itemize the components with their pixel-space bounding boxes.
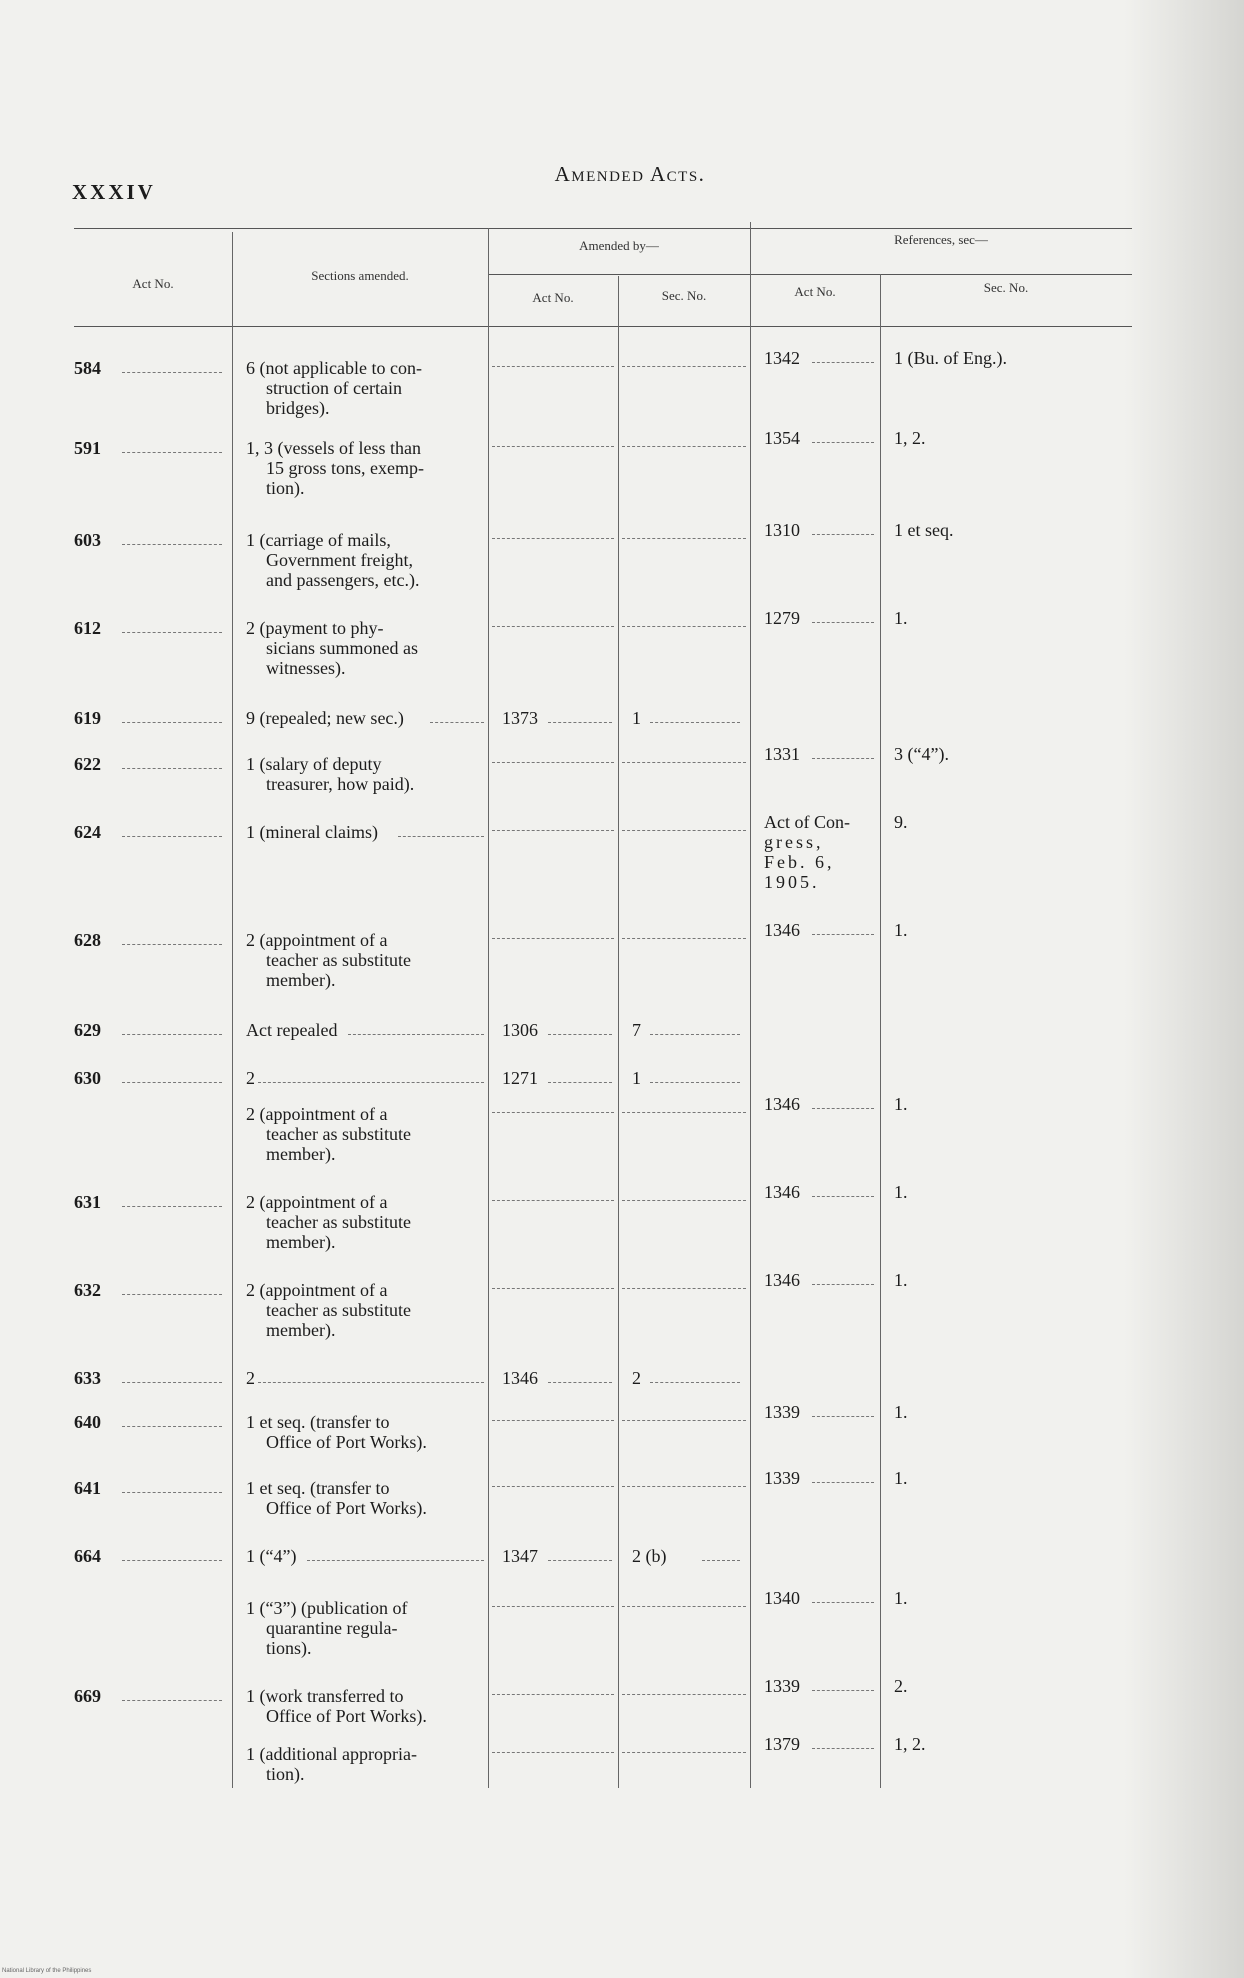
sections-amended-line: Office of Port Works).	[266, 1498, 427, 1518]
sections-amended	[246, 708, 478, 728]
leader-dots	[812, 934, 874, 935]
reference-sec-no: 2.	[894, 1676, 908, 1696]
sections-amended	[246, 754, 478, 794]
sections-amended-line: 1 (carriage of mails,	[246, 530, 391, 550]
leader-dots	[622, 762, 746, 763]
sections-amended-line: struction of certain	[266, 378, 402, 398]
leader-dots	[548, 1382, 612, 1383]
leader-dots	[492, 366, 614, 367]
sections-amended	[246, 618, 478, 678]
amended-by-sec-no: 1	[632, 708, 641, 728]
leader-dots	[492, 1486, 614, 1487]
leader-dots	[258, 1082, 484, 1083]
sections-amended-line: 9 (repealed; new sec.)	[246, 708, 404, 728]
leader-dots	[122, 944, 222, 945]
reference-act-no	[764, 1094, 878, 1114]
reference-act-no	[764, 428, 878, 448]
sections-amended-line: 2 (appointment of a	[246, 1280, 388, 1300]
reference-act-line: Act of Con-	[764, 812, 850, 832]
leader-dots	[622, 1694, 746, 1695]
leader-dots	[122, 372, 222, 373]
reference-sec-no: 9.	[894, 812, 908, 832]
sections-amended-line: teacher as substitute	[266, 1300, 411, 1320]
leader-dots	[122, 1082, 222, 1083]
page-number: XXXIV	[72, 180, 156, 204]
leader-dots	[122, 836, 222, 837]
reference-act-line: 1279	[764, 608, 800, 628]
sections-amended-line: 1 (salary of deputy	[246, 754, 382, 774]
sections-amended	[246, 1686, 478, 1726]
sections-amended-line: tion).	[266, 478, 305, 498]
reference-act-no	[764, 1402, 878, 1422]
leader-dots	[122, 1034, 222, 1035]
reference-sec-no: 1, 2.	[894, 1734, 926, 1754]
sections-amended-line: 1 (work transferred to	[246, 1686, 404, 1706]
reference-act-line: 1905.	[764, 872, 820, 892]
col-divider-3	[618, 276, 619, 1788]
act-number: 629	[74, 1020, 101, 1040]
act-number: 640	[74, 1412, 101, 1432]
leader-dots	[122, 1560, 222, 1561]
footer-credit: National Library of the Philippines	[2, 1968, 92, 1974]
reference-act-line: 1340	[764, 1588, 800, 1608]
sections-amended	[246, 1412, 478, 1452]
header-references: References, sec—	[894, 232, 988, 247]
sections-amended-line: 1 (mineral claims)	[246, 822, 378, 842]
sections-amended-line: 2	[246, 1368, 255, 1388]
sections-amended-line: treasurer, how paid).	[266, 774, 415, 794]
act-number: 619	[74, 708, 101, 728]
leader-dots	[548, 1560, 612, 1561]
leader-dots	[650, 1034, 740, 1035]
leader-dots	[492, 626, 614, 627]
amended-by-rule	[488, 274, 1132, 275]
reference-act-line: 1339	[764, 1468, 800, 1488]
leader-dots	[348, 1034, 484, 1035]
reference-sec-no: 1.	[894, 1468, 908, 1488]
reference-act-no	[764, 1270, 878, 1290]
leader-dots	[622, 1288, 746, 1289]
leader-dots	[492, 1200, 614, 1201]
reference-act-line: 1339	[764, 1402, 800, 1422]
act-number: 624	[74, 822, 101, 842]
act-number: 633	[74, 1368, 101, 1388]
reference-act-line: 1346	[764, 1182, 800, 1202]
reference-sec-no: 1 (Bu. of Eng.).	[894, 348, 1007, 368]
sections-amended-line: and passengers, etc.).	[266, 570, 420, 590]
leader-dots	[622, 1420, 746, 1421]
col-divider-2	[488, 228, 489, 1788]
sections-amended	[246, 530, 478, 590]
act-number: 664	[74, 1546, 101, 1566]
amended-by-act-no: 1347	[502, 1546, 538, 1566]
col-divider-5	[880, 274, 881, 1788]
leader-dots	[492, 1112, 614, 1113]
leader-dots	[812, 1482, 874, 1483]
reference-sec-no: 1.	[894, 608, 908, 628]
leader-dots	[122, 452, 222, 453]
reference-act-line: 1379	[764, 1734, 800, 1754]
reference-sec-no: 1, 2.	[894, 428, 926, 448]
sections-amended	[246, 930, 478, 990]
reference-act-no	[764, 1468, 878, 1488]
leader-dots	[812, 758, 874, 759]
leader-dots	[492, 1288, 614, 1289]
leader-dots	[122, 1382, 222, 1383]
leader-dots	[622, 830, 746, 831]
sections-amended-line: teacher as substitute	[266, 1124, 411, 1144]
reference-act-line: 1346	[764, 1270, 800, 1290]
header-sections-amended: Sections amended.	[311, 268, 409, 283]
sections-amended	[246, 1744, 478, 1784]
sections-amended-line: 2 (payment to phy-	[246, 618, 384, 638]
reference-sec-no: 1.	[894, 1402, 908, 1422]
reference-act-no	[764, 520, 878, 540]
sections-amended-line: 1 et seq. (transfer to	[246, 1478, 390, 1498]
leader-dots	[492, 938, 614, 939]
leader-dots	[622, 1606, 746, 1607]
reference-act-no	[764, 348, 878, 368]
reference-act-no	[764, 1676, 878, 1696]
reference-act-line: Feb. 6,	[764, 852, 835, 872]
leader-dots	[492, 1752, 614, 1753]
leader-dots	[812, 622, 874, 623]
header-amended-by: Amended by—	[579, 238, 659, 253]
leader-dots	[812, 362, 874, 363]
reference-act-line: 1346	[764, 1094, 800, 1114]
sections-amended	[246, 1478, 478, 1518]
sections-amended	[246, 1020, 478, 1040]
amended-by-act-no: 1346	[502, 1368, 538, 1388]
reference-act-no	[764, 744, 878, 764]
leader-dots	[622, 1752, 746, 1753]
leader-dots	[812, 1284, 874, 1285]
sections-amended-line: tions).	[266, 1638, 312, 1658]
reference-act-line: gress,	[764, 832, 824, 852]
leader-dots	[492, 1420, 614, 1421]
leader-dots	[548, 1082, 612, 1083]
sections-amended-line: member).	[266, 1144, 336, 1164]
leader-dots	[122, 1700, 222, 1701]
leader-dots	[622, 366, 746, 367]
sections-amended-line: 15 gross tons, exemp-	[266, 458, 424, 478]
leader-dots	[650, 1382, 740, 1383]
header-act-no: Act No.	[132, 276, 174, 291]
amended-by-sec-no: 2 (b)	[632, 1546, 667, 1566]
header-ref-act-no: Act No.	[794, 284, 836, 299]
reference-act-no	[764, 1182, 878, 1202]
sections-amended-line: 1 et seq. (transfer to	[246, 1412, 390, 1432]
act-number: 631	[74, 1192, 101, 1212]
reference-act-no	[764, 812, 878, 892]
leader-dots	[622, 1200, 746, 1201]
reference-sec-no: 1.	[894, 1094, 908, 1114]
sections-amended	[246, 358, 478, 418]
reference-act-line: 1310	[764, 520, 800, 540]
leader-dots	[122, 1426, 222, 1427]
col-divider-1	[232, 232, 233, 1788]
sections-amended	[246, 1598, 478, 1658]
leader-dots	[492, 830, 614, 831]
sections-amended-line: tion).	[266, 1764, 305, 1784]
amended-by-sec-no: 7	[632, 1020, 641, 1040]
reference-act-line: 1342	[764, 348, 800, 368]
reference-act-no	[764, 1588, 878, 1608]
page-title: Amended Acts.	[554, 162, 706, 186]
leader-dots	[307, 1560, 484, 1561]
header-ref-sec-no: Sec. No.	[983, 280, 1029, 295]
leader-dots	[812, 534, 874, 535]
leader-dots	[812, 1602, 874, 1603]
reference-act-no	[764, 608, 878, 628]
leader-dots	[122, 722, 222, 723]
leader-dots	[812, 1416, 874, 1417]
sections-amended-line: member).	[266, 970, 336, 990]
leader-dots	[622, 1486, 746, 1487]
sections-amended-line: 1 (“3”) (publication of	[246, 1598, 408, 1618]
reference-sec-no: 1.	[894, 1182, 908, 1202]
sections-amended	[246, 822, 478, 842]
leader-dots	[122, 1492, 222, 1493]
reference-act-line: 1346	[764, 920, 800, 940]
act-number: 603	[74, 530, 101, 550]
act-number: 628	[74, 930, 101, 950]
leader-dots	[548, 1034, 612, 1035]
leader-dots	[492, 446, 614, 447]
sections-amended-line: 1 (additional appropria-	[246, 1744, 417, 1764]
leader-dots	[650, 1082, 740, 1083]
act-number: 622	[74, 754, 101, 774]
leader-dots	[492, 1694, 614, 1695]
leader-dots	[812, 1108, 874, 1109]
sections-amended	[246, 1192, 478, 1252]
leader-dots	[812, 1748, 874, 1749]
act-number: 584	[74, 358, 101, 378]
leader-dots	[492, 538, 614, 539]
amended-by-act-no: 1373	[502, 708, 538, 728]
leader-dots	[650, 722, 740, 723]
sections-amended-line: 2	[246, 1068, 255, 1088]
reference-sec-no: 3 (“4”).	[894, 744, 949, 764]
leader-dots	[812, 1690, 874, 1691]
leader-dots	[398, 836, 484, 837]
amended-by-sec-no: 1	[632, 1068, 641, 1088]
sections-amended-line: Government freight,	[266, 550, 413, 570]
reference-act-no	[764, 920, 878, 940]
act-number: 669	[74, 1686, 101, 1706]
header-amended-sec-no: Sec. No.	[661, 288, 707, 303]
sections-amended	[246, 1280, 478, 1340]
reference-act-line: 1354	[764, 428, 800, 448]
act-number: 630	[74, 1068, 101, 1088]
sections-amended-line: sicians summoned as	[266, 638, 418, 658]
reference-sec-no: 1.	[894, 1270, 908, 1290]
act-number: 591	[74, 438, 101, 458]
leader-dots	[622, 446, 746, 447]
act-number: 612	[74, 618, 101, 638]
sections-amended	[246, 1068, 478, 1088]
sections-amended-line: 2 (appointment of a	[246, 1192, 388, 1212]
sections-amended	[246, 438, 478, 498]
leader-dots	[492, 762, 614, 763]
amended-by-act-no: 1306	[502, 1020, 538, 1040]
leader-dots	[622, 938, 746, 939]
col-divider-4	[750, 222, 751, 1788]
leader-dots	[430, 722, 484, 723]
sections-amended-line: Act repealed	[246, 1020, 338, 1040]
sections-amended-line: teacher as substitute	[266, 950, 411, 970]
sections-amended	[246, 1104, 478, 1164]
leader-dots	[492, 1606, 614, 1607]
leader-dots	[122, 632, 222, 633]
sections-amended-line: 1 (“4”)	[246, 1546, 297, 1566]
sections-amended-line: Office of Port Works).	[266, 1706, 427, 1726]
leader-dots	[548, 722, 612, 723]
leader-dots	[622, 626, 746, 627]
sections-amended-line: witnesses).	[266, 658, 346, 678]
sections-amended	[246, 1368, 478, 1388]
sections-amended-line: 6 (not applicable to con-	[246, 358, 422, 378]
leader-dots	[812, 1196, 874, 1197]
leader-dots	[122, 1294, 222, 1295]
sections-amended-line: teacher as substitute	[266, 1212, 411, 1232]
reference-act-no	[764, 1734, 878, 1754]
sections-amended-line: 2 (appointment of a	[246, 930, 388, 950]
reference-sec-no: 1.	[894, 920, 908, 940]
reference-sec-no: 1.	[894, 1588, 908, 1608]
amended-by-act-no: 1271	[502, 1068, 538, 1088]
leader-dots	[122, 768, 222, 769]
sections-amended-line: member).	[266, 1320, 336, 1340]
sections-amended-line: 2 (appointment of a	[246, 1104, 388, 1124]
amended-by-sec-no: 2	[632, 1368, 641, 1388]
leader-dots	[622, 1112, 746, 1113]
sections-amended-line: 1, 3 (vessels of less than	[246, 438, 421, 458]
header-amended-act-no: Act No.	[532, 290, 574, 305]
sections-amended-line: member).	[266, 1232, 336, 1252]
leader-dots	[122, 544, 222, 545]
leader-dots	[702, 1560, 740, 1561]
act-number: 632	[74, 1280, 101, 1300]
page-edge-shadow	[1124, 0, 1244, 1978]
reference-act-line: 1339	[764, 1676, 800, 1696]
table-top-rule	[74, 228, 1132, 229]
sections-amended	[246, 1546, 478, 1566]
sections-amended-line: quarantine regula-	[266, 1618, 398, 1638]
reference-sec-no: 1 et seq.	[894, 520, 954, 540]
act-number: 641	[74, 1478, 101, 1498]
sections-amended-line: bridges).	[266, 398, 330, 418]
leader-dots	[622, 538, 746, 539]
leader-dots	[258, 1382, 484, 1383]
sections-amended-line: Office of Port Works).	[266, 1432, 427, 1452]
leader-dots	[122, 1206, 222, 1207]
leader-dots	[812, 442, 874, 443]
reference-act-line: 1331	[764, 744, 800, 764]
